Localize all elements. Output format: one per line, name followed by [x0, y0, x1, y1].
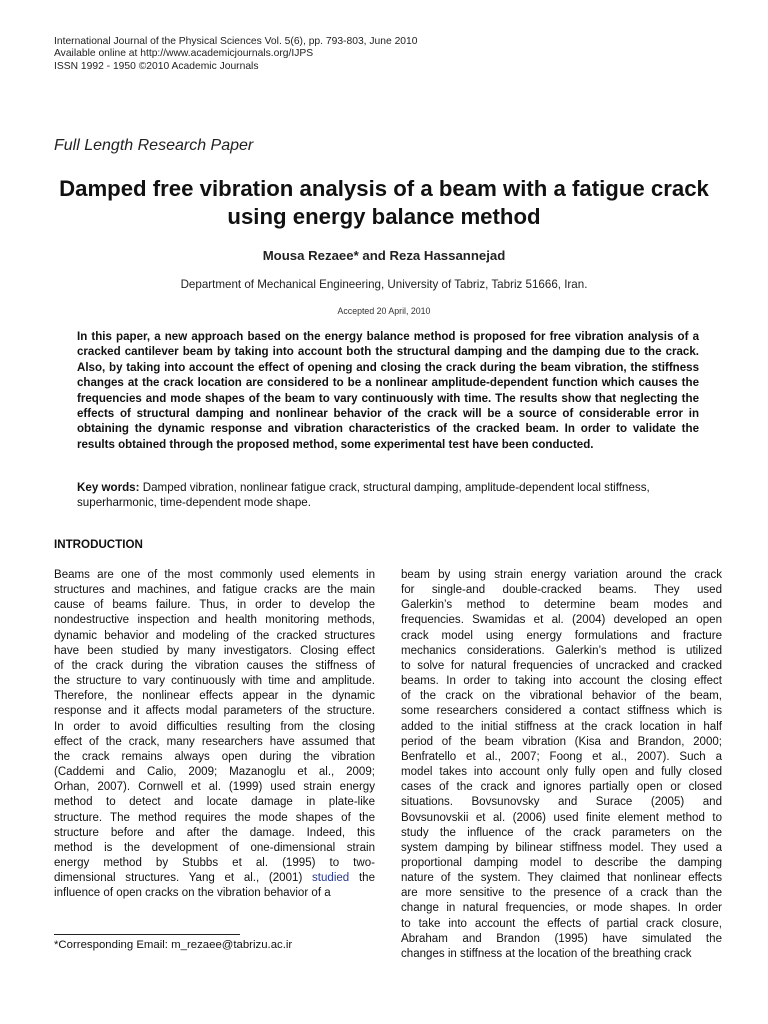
journal-availability: Available online at http://www.academicjournals.org/IJPS: [54, 48, 314, 60]
text-line: nondestructive inspection and health monitoring methods,: [54, 614, 375, 627]
text-line: model takes into account only fully open and fully closed: [401, 766, 722, 779]
keywords-label: Key words:: [77, 481, 140, 494]
text-line: to solve for natural frequencies of uncracked and cracked: [401, 659, 722, 672]
text-line: [54, 871, 375, 886]
text-line: Therefore, the nonlinear effects appear in the dynamic: [54, 690, 375, 703]
text-line: structures and machines, and fatigue cracks are the main: [54, 584, 375, 597]
text-line: Galerkin’s method to determine beam modes and: [401, 599, 722, 612]
footnote-divider: [54, 934, 240, 935]
text-line: effect of the crack, many researchers have assumed that: [54, 735, 375, 748]
paper-title: Damped free vibration analysis of a beam with a fatigue crack using energy balance method: [59, 176, 709, 229]
text-line: change in natural frequencies, or mode shapes. In order: [401, 902, 722, 915]
author-affiliation: Department of Mechanical Engineering, University of Tabriz, Tabriz 51666, Iran.: [180, 278, 588, 291]
text-line: Orhan, 2007). Cornwell et al. (1999) used strain energy: [54, 781, 375, 794]
introduction-right-column: [401, 568, 722, 962]
paper-type: Full Length Research Paper: [54, 137, 254, 154]
text-line: added to the initial stiffness at the crack location in half: [401, 720, 722, 733]
text-line: energy method by Stubbs et al. (1995) to two-: [54, 856, 375, 869]
highlight-pre: dimensional structures. Yang et al., (2001): [54, 872, 303, 885]
text-line: structure before and after the damage. Indeed, this: [54, 826, 375, 839]
text-line: method is the development of one-dimensional strain: [54, 841, 375, 854]
text-line: nature of the system. They claimed that nonlinear effects: [401, 872, 722, 885]
text-line: of the crack during the vibration causes the stiffness of: [54, 659, 375, 672]
corresponding-email-footnote: *Corresponding Email: m_rezaee@tabrizu.ac.ir: [54, 939, 293, 951]
text-line: structure. The method requires the mode shapes of the: [54, 811, 375, 824]
text-line: proportional damping model to describe the damping: [401, 856, 722, 869]
text-line: Benfratello et al., 2007; Foong et al., 2007). Such a: [401, 750, 722, 763]
text-line: of the crack on the vibrational behavior of the beam,: [401, 690, 722, 703]
text-line: cause of beams failure. Thus, in order to develop the: [54, 599, 375, 612]
text-line: method to detect and locate damage in plate-like: [54, 796, 375, 809]
text-line: Abraham and Brandon (1995) have simulated the: [401, 932, 722, 945]
text-line: beam by using strain energy variation around the crack: [401, 569, 722, 581]
text-line: the structure to vary continuously with time and amplitude.: [54, 675, 375, 688]
text-line: dynamic behavior and modeling of the cracked structures: [54, 629, 375, 642]
text-line: study the influence of the crack parameters on the: [401, 826, 722, 839]
journal-issn: ISSN 1992 - 1950 ©2010 Academic Journals: [54, 60, 259, 72]
text-line: period of the beam vibration (Kisa and Brandon, 2000;: [401, 735, 722, 748]
text-line: Beams are one of the most commonly used elements in: [54, 569, 375, 581]
text-line: (Caddemi and Calio, 2009; Mazanoglu et al., 2009;: [54, 766, 375, 779]
paper-authors: Mousa Rezaee* and Reza Hassannejad: [262, 248, 506, 263]
text-line: mechanics considerations. Galerkin’s method is utilized: [401, 644, 722, 657]
text-line: Bovsunovskii et al. (2006) used finite element method to: [401, 811, 722, 824]
keywords: [77, 480, 699, 510]
text-line: In order to avoid difficulties resulting from the closing: [54, 720, 375, 733]
text-line: are more sensitive to the presence of a crack than the: [401, 887, 722, 900]
accepted-date: Accepted 20 April, 2010: [337, 306, 431, 316]
text-line: system damping by bilinear stiffness model. They used a: [401, 841, 722, 854]
highlighted-word: studied: [312, 872, 350, 885]
keywords-text: Damped vibration, nonlinear fatigue crack, structural damping, amplitude-dependent local stiffness, superharmonic, time-dependent mode shape.: [77, 481, 650, 509]
introduction-left-column: [54, 568, 375, 901]
text-line: some researchers considered a contact stiffness which is: [401, 705, 722, 718]
text-line: cases of the crack and ignores partially open or closed: [401, 781, 722, 794]
text-line: response and it affects modal parameters of the structure.: [54, 705, 375, 718]
journal-citation: International Journal of the Physical Sciences Vol. 5(6), pp. 793-803, June 2010: [54, 36, 418, 47]
text-line: changes in stiffness at the location of the breathing crack: [401, 947, 692, 960]
text-line: situations. Bovsunovsky and Surace (2005) and: [401, 796, 722, 809]
text-line: for single-and double-cracked beams. They used: [401, 584, 722, 597]
section-heading-introduction: INTRODUCTION: [54, 538, 143, 551]
text-line: to take into account the effects of partial crack closure,: [401, 917, 722, 930]
abstract: In this paper, a new approach based on the energy balance method is proposed for free vibration analysis of a cracked cantilever beam by taking into account both the structural damping and the damping due to the crack. Also, by taking into account the effect of opening and closing the crack during the beam vibration, the stiffness changes at the crack location are considered to be a nonlinear amplitude-dependent function which causes the frequencies and mode shapes of the beam to vary continuously with time. The results show that neglecting the effects of structural damping and nonlinear behavior of the crack will be a source of considerable error in obtaining the dynamic response and vibration characteristics of the cracked beam. In order to validate the results obtained through the proposed method, some experimental test have been conducted.: [77, 331, 699, 451]
text-line: influence of open cracks on the vibration behavior of a: [54, 887, 331, 900]
text-line: the crack remains always open during the vibration: [54, 750, 375, 763]
highlight-post: the: [358, 872, 375, 885]
text-line: crack model using energy formulations and fracture: [401, 629, 722, 642]
journal-header: [54, 36, 417, 73]
text-line: frequencies. Swamidas et al. (2004) developed an open: [401, 614, 722, 627]
text-line: have been studied by many investigators. Closing effect: [54, 644, 375, 657]
text-line: beams. In order to taking into account the closing effect: [401, 675, 722, 688]
